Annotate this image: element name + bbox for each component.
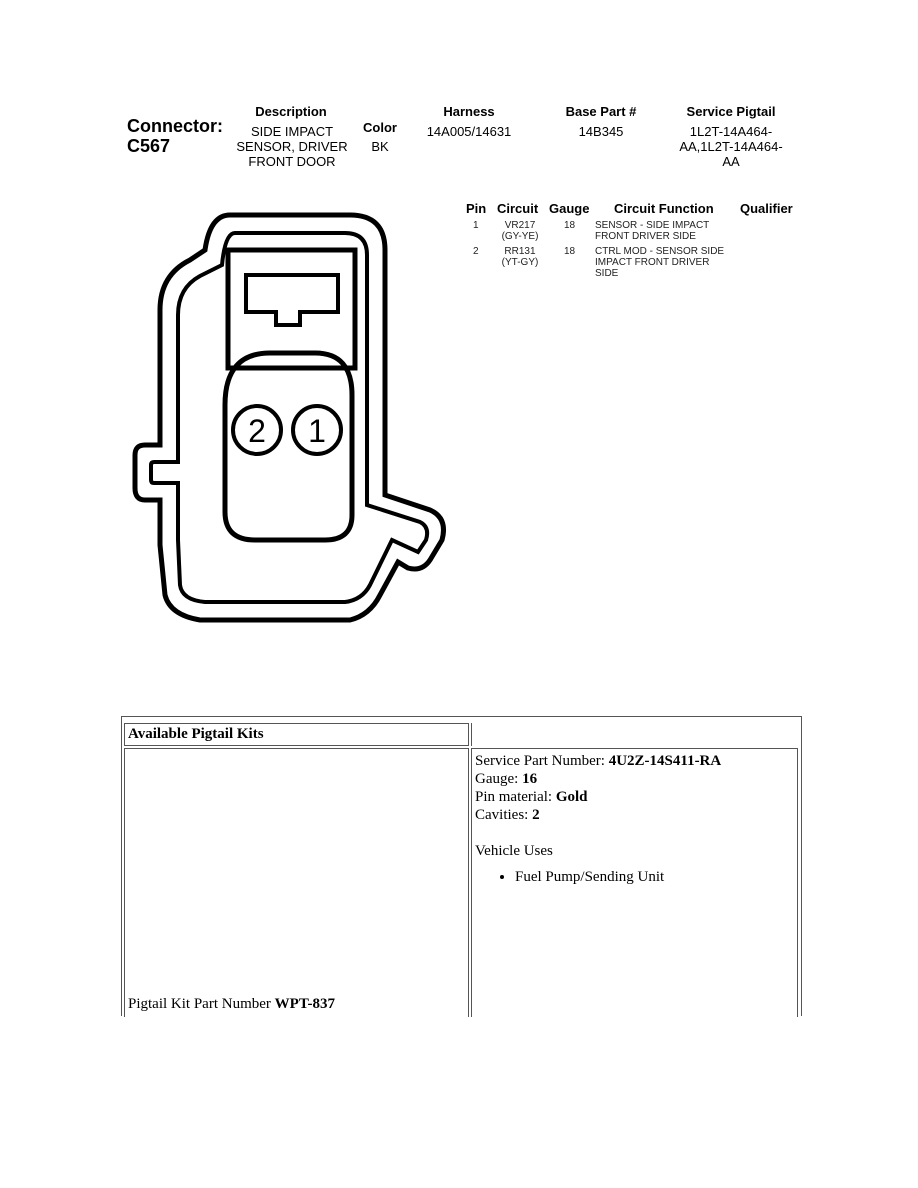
circuit-line: (YT-GY): [501, 257, 539, 268]
harness-header: Harness: [443, 104, 495, 119]
gauge-cell: 18: [564, 220, 576, 231]
latch-window: [246, 275, 338, 325]
description-header: Description: [255, 104, 327, 119]
pin-material-value: Gold: [555, 789, 588, 805]
gauge-row: [475, 770, 794, 788]
cavities-row: [475, 806, 794, 824]
gauge-header: Gauge: [549, 201, 590, 216]
connector-label-text: Connector:: [127, 116, 223, 136]
service-pigtail-line: AA: [722, 154, 740, 169]
circuit-line: VR217: [504, 220, 536, 231]
circuit-cell: [494, 246, 546, 268]
harness-value: 14A005/14631: [426, 124, 512, 139]
base-part-header: Base Part #: [565, 104, 637, 119]
pigtail-kits-title: Available Pigtail Kits: [124, 723, 469, 746]
pin-material-row: [475, 788, 794, 806]
service-pigtail-header: Service Pigtail: [686, 104, 776, 119]
gauge-label: Gauge:: [475, 771, 523, 787]
circuit-line: RR131: [504, 246, 536, 257]
service-part-label: Service Part Number:: [475, 753, 609, 769]
service-pigtail-line: AA,1L2T-14A464-: [679, 139, 783, 154]
service-part-number: [475, 752, 794, 770]
pin-material-label: Pin material:: [475, 789, 556, 805]
description-line: SENSOR, DRIVER: [236, 139, 348, 154]
circuit-function-cell: [595, 220, 709, 242]
connector-label: [127, 116, 223, 156]
cavities-label: Cavities:: [475, 807, 533, 823]
service-pigtail-value: [666, 124, 796, 169]
kit-part-number: [128, 996, 335, 1013]
circuit-header: Circuit: [497, 201, 539, 216]
pin-number: 1: [473, 220, 479, 231]
pin-number: 2: [473, 246, 479, 257]
circuit-function-cell: [595, 246, 724, 279]
pin-2-label: 2: [248, 413, 266, 449]
kit-part-value: WPT-837: [274, 996, 335, 1012]
cavities-value: 2: [532, 807, 540, 823]
function-line: IMPACT FRONT DRIVER: [595, 257, 710, 268]
gauge-cell: 18: [564, 246, 576, 257]
circuit-cell: [494, 220, 546, 242]
qualifier-header: Qualifier: [740, 201, 793, 216]
kit-part-label: Pigtail Kit Part Number: [128, 996, 275, 1012]
color-header: Color: [363, 120, 397, 135]
gauge-value: 16: [522, 771, 538, 787]
vehicle-use-item: • Fuel Pump/Sending Unit: [515, 868, 794, 886]
description-line: FRONT DOOR: [248, 154, 336, 169]
service-pigtail-line: 1L2T-14A464-: [689, 124, 773, 139]
pin-1-label: 1: [308, 413, 326, 449]
pigtail-kit-cell: [124, 748, 469, 1017]
vehicle-uses-label: Vehicle Uses: [475, 843, 553, 859]
connector-face-diagram: [130, 200, 460, 640]
circuit-line: (GY-YE): [501, 231, 539, 242]
description-line: SIDE IMPACT: [250, 124, 334, 139]
pigtail-kits-table: [121, 716, 802, 1016]
function-line: SIDE: [595, 268, 619, 279]
circuit-function-header: Circuit Function: [614, 201, 714, 216]
function-line: CTRL MOD - SENSOR SIDE: [595, 246, 725, 257]
function-line: FRONT DRIVER SIDE: [595, 231, 696, 242]
base-part-value: 14B345: [578, 124, 624, 139]
function-line: SENSOR - SIDE IMPACT: [595, 220, 710, 231]
description-value: [230, 124, 354, 169]
connector-id: C567: [127, 136, 171, 156]
color-value: BK: [371, 139, 389, 154]
vehicle-uses-list: [475, 868, 794, 886]
pigtail-header-blank: [471, 723, 800, 746]
pigtail-details-cell: [471, 748, 798, 1017]
service-part-value: 4U2Z-14S411-RA: [608, 753, 722, 769]
pin-header: Pin: [466, 201, 487, 216]
